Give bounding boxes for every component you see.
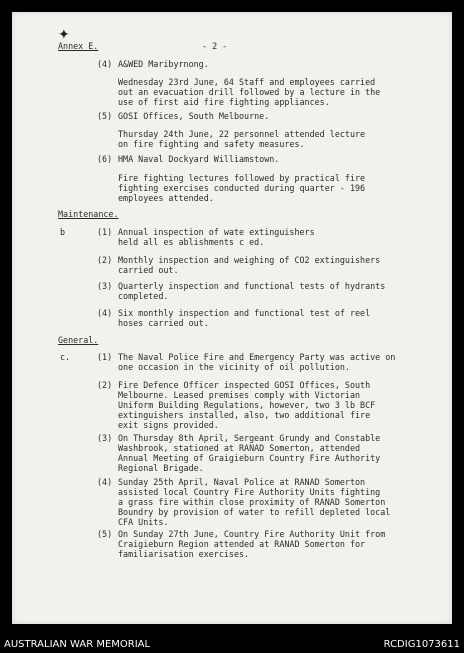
item-text: Sunday 25th April, Naval Police at RANAD Somerton assisted local Country Fire Authority Units fighting a grass fire within close proximity of RANAD Somerton Boundry by provision of water to refill depleted local CFA Units. <box>118 477 391 527</box>
item-number: (5) <box>97 111 113 121</box>
item-body: Fire fighting lectures followed by practical fire fighting exercises conducted during quarter - 196 employees attended. <box>118 173 366 203</box>
item-number: (4) <box>97 59 113 69</box>
document-page <box>12 12 452 624</box>
item-number: (2) <box>97 255 113 265</box>
item-number: (1) <box>97 227 113 237</box>
item-number: (3) <box>97 281 113 291</box>
item-text: The Naval Police Fire and Emergency Party was active on one occasion in the vicinity of oil pollution. <box>118 352 396 372</box>
item-text: Annual inspection of wate extinguishers held all es ablishments c ed. <box>118 227 315 247</box>
item-number: (2) <box>97 380 113 390</box>
item-location: HMA Naval Dockyard Williamstown. <box>118 154 280 164</box>
maintenance-heading: Maintenance. <box>58 209 119 219</box>
page-number: - 2 - <box>202 41 228 51</box>
item-number: (1) <box>97 352 113 362</box>
item-number: (3) <box>97 433 113 443</box>
item-text: Quarterly inspection and functional tests of hydrants completed. <box>118 281 386 301</box>
item-body: Wednesday 23rd June, 64 Staff and employees carried out an evacuation drill followed by a lecture in the use of first aid fire fighting appliances. <box>118 77 381 107</box>
footer-id: RCDIG1073611 <box>383 639 460 650</box>
item-text: Six monthly inspection and functional test of reel hoses carried out. <box>118 308 371 328</box>
item-text: Fire Defence Officer inspected GOSI Offices, South Melbourne. Leased premises comply with Victorian Uniform Building Regulations, however, two 3 lb BCF extinguishers installed, also, two additional fire exit signs provided. <box>118 380 376 430</box>
item-text: On Thursday 8th April, Sergeant Grundy and Constable Washbrook, stationed at RANAD Somerton, attended Annual Meeting of Graigieburn Country Fire Authority Regional Brigade. <box>118 433 381 473</box>
item-text: On Sunday 27th June, Country Fire Authority Unit from Craigieburn Region attended at RANAD Somerton for familiarisation exercises. <box>118 529 386 559</box>
item-location: A&WED Maribyrnong. <box>118 59 209 69</box>
item-body: Thursday 24th June, 22 personnel attended lecture on fire fighting and safety measures. <box>118 129 366 149</box>
document-body <box>12 12 452 624</box>
item-text: Monthly inspection and weighing of CO2 extinguishers carried out. <box>118 255 381 275</box>
section-letter: c. <box>60 352 71 362</box>
item-number: (4) <box>97 477 113 487</box>
general-heading: General. <box>58 335 99 345</box>
footer-source: AUSTRALIAN WAR MEMORIAL <box>4 639 151 650</box>
item-number: (6) <box>97 154 113 164</box>
pen-mark-icon: ✦ <box>58 27 70 43</box>
item-location: GOSI Offices, South Melbourne. <box>118 111 270 121</box>
annex-label: Annex E. <box>58 41 99 51</box>
item-number: (4) <box>97 308 113 318</box>
item-number: (5) <box>97 529 113 539</box>
section-letter: b <box>60 227 66 237</box>
footer-bar <box>0 636 464 653</box>
